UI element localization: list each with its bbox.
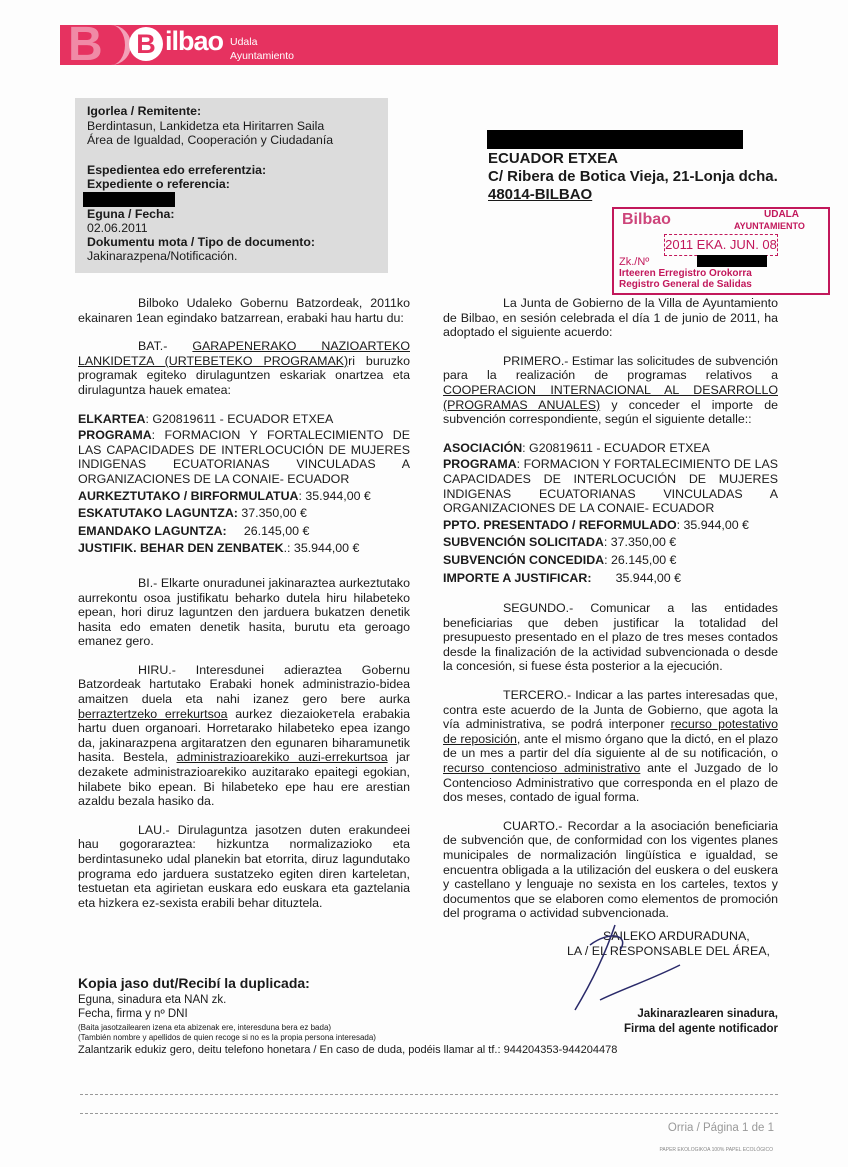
left-bat [78, 339, 410, 397]
recipient-street: C/ Ribera de Botica Vieja, 21-Lonja dcha. [488, 168, 778, 185]
stamp-brand: Bilbao [622, 211, 671, 228]
right-cuarto: CUARTO.- Recordar a la asociación beneficiaria de subvención que, de conformidad con los vigentes planes municipales de normalización lingüística e igualdad, se encuentra obligada a la utilización del euskera o del euskera y castellano y lenguaje no sexista en los carteles, textos y documentos que se elaboren como elementos de promoción del programa o actividad subvencionada. [443, 818, 778, 921]
footer-line-3: (Baita jasotzailearen izena eta abizenak ere, interesduna bera ez bada) [78, 1023, 332, 1032]
logo-sub-ayto: Ayuntamiento [230, 50, 295, 62]
recipient-city: 48014-BILBAO [488, 186, 593, 203]
r-amt2-label: SUBVENCIÓN SOLICITADA [443, 535, 604, 550]
r-programa-label: PROGRAMA [443, 457, 517, 472]
amt3-label: EMANDAKO LAGUNTZA: [78, 523, 227, 538]
elkartea-label: ELKARTEA [78, 411, 146, 426]
r-amt2-value: : 37.350,00 € [603, 535, 677, 550]
left-lau: LAU.- Dirulaguntza jasotzen duten erakundeei hau gogoraraztea: hizkuntza normalizazioko eta berdintasuneko udal planekin bat etorrita, diruz lagundutako programa edo jarduera sustatzeko egiten diren karteletan, testuetan eta agirietan euskara edo euskara eta gaztelania eta hizkera ez-sexista erabili behar dituztela. [78, 822, 410, 910]
remitente-2: Área de Igualdad, Cooperación y Ciudadanía [87, 133, 334, 147]
divider-line-1 [80, 1094, 778, 1095]
redacted-recipient [487, 130, 743, 149]
tercero-a: TERCERO.- Indicar a las partes interesadas que, contra este acuerdo de la Junta de Gobierno, que agota la vía administrativa, se podrá interponer [443, 688, 778, 732]
spanish-column [443, 296, 778, 958]
primero-b: y conceder el importe de subvención correspondiente, según el siguiente detalle:: [443, 397, 778, 427]
r-amt4-label: IMPORTE A JUSTIFICAR: [443, 570, 592, 585]
stamp-reg1: Irteeren Erregistro Orokorra [619, 268, 752, 279]
logo-big-b: B [68, 18, 103, 71]
r-programa-value: : FORMACION Y FORTALECIMIENTO DE LAS CAPACIDADES DE INTERLOCUCIÓN DE MUJERES INDIGENAS ECUATORIANAS VINCULADAS A ORGANIZACIONES DE LA CONAIE- ECUADOR [443, 457, 778, 516]
asociacion-value: : G20819611 - ECUADOR ETXEA [522, 440, 710, 455]
right-amt2 [443, 535, 778, 550]
stamp-udala: UDALA [764, 209, 799, 220]
remitente-label: Igorlea / Remitente: [87, 104, 202, 118]
registry-stamp [612, 207, 830, 295]
page-number: Orria / Página 1 de 1 [667, 1122, 774, 1134]
eco-paper-note: PAPER EKOLOGIKOA 100% PAPEL ECOLÓGICO [659, 1147, 773, 1153]
right-segundo: SEGUNDO.- Comunicar a las entidades beneficiarias que deben justificar la totalidad del presupuesto presentado en el plazo de tres meses contados desde la finalización de la actividad subvencionada o desde la concesión, si fuese ésta posterior a la ejecución. [443, 601, 778, 674]
amt3-value: 26.145,00 € [243, 523, 310, 538]
stamp-reg2: Registro General de Salidas [619, 279, 752, 290]
remitente-1: Berdintasun, Lankidetza eta Hiritarren Saila [87, 119, 325, 133]
right-amt4 [443, 571, 778, 586]
right-amt3 [443, 553, 778, 568]
left-elkartea [78, 412, 410, 427]
programa-value: : FORMACION Y FORTALECIMIENTO DE LAS CAPACIDADES DE INTERLOCUCIÓN DE MUJERES INDIGENAS ECUATORIANAS VINCULADAS A ORGANIZACIONES DE LA CONAIE- ECUADOR [78, 428, 410, 486]
left-amt2 [78, 506, 410, 521]
redacted-reference [83, 192, 175, 207]
logo-circle-b: B [129, 27, 163, 61]
hiru-c: jar dezakete administrazioarekiko auzitarako epaitegi egokian, hilabete biko epean. Bi hilabeteko epe hau ere arestian azaldu bezala hasiko da. [78, 750, 410, 809]
left-amt3 [78, 524, 410, 539]
r-amt3-label: SUBVENCIÓN CONCEDIDA [443, 552, 605, 567]
amt2-label: ESKATUTAKO LAGUNTZA: [78, 506, 238, 521]
hiru-a: HIRU.- Interesdunei adieraztea Gobernu Batzordeak hartutako Erabaki honek administrazio-bidea amaitzen duela eta nahi izanez gero bere aurka [78, 662, 410, 707]
r-amt1-value: : 35.944,00 € [676, 517, 749, 532]
sender-box [75, 98, 388, 273]
left-intro: Bilboko Udaleko Gobernu Batzordeak, 2011ko ekainaren 1ean egindako batzarrean, erabaki hau hartu du: [78, 296, 410, 325]
hiru-b: aurkez diezaiokeтela erabakia hartu duen organoari. Horretarako hilabeteko epea izango da, jakinarazpena argitaratzen den egunaren biharamunetik hasita. Bestela, [78, 706, 410, 765]
tercero-c: ante el Juzgado de lo Contencioso Administrativo que corresponda en el plazo de dos meses, contado de igual forma. [443, 761, 778, 805]
right-asociacion [443, 441, 778, 456]
stamp-zk: Zk./Nº [619, 256, 650, 268]
right-programa [443, 457, 778, 515]
hiru-u1: berraztertzeko errekurtsoa [78, 706, 228, 721]
right-intro: La Junta de Gobierno de la Villa de Ayuntamiento de Bilbao, en sesión celebrada el día 1 de junio de 2011, ha adoptado el siguiente acuerdo: [443, 296, 778, 340]
primero-a: PRIMERO.- Estimar las solicitudes de subvención para la realización de programas relativos a [443, 353, 778, 383]
left-amt1 [78, 489, 410, 504]
exp-label-1: Espedientea edo erreferentzia: [87, 163, 267, 177]
primero-underlined: COOPERACION INTERNACIONAL AL DESARROLLO (PROGRAMAS ANUALES) [443, 382, 778, 412]
exp-label-2: Expediente o referencia: [87, 177, 230, 191]
tercero-u2: recurso contencioso administrativo [443, 761, 641, 776]
footer-line-1: Eguna, sinadura eta NAN zk. [78, 994, 227, 1006]
bat-underlined: GARAPENERAKO NAZIOARTEKO LANKIDETZA (URTEBETEKO PROGRAMAK) [78, 339, 410, 368]
right-amt1 [443, 518, 778, 533]
handwritten-signature [560, 905, 700, 1015]
logo-subtitle [230, 35, 294, 63]
elkartea-value: : G20819611 - ECUADOR ETXEA [145, 411, 334, 426]
signature-title-eu: SAILEKO ARDURADUNA, [603, 928, 750, 943]
agent-signature-eu: Jakinarazlearen sinadura, [637, 1008, 778, 1020]
r-amt4-value: 35.944,00 € [615, 570, 682, 585]
footer-phone-line: Zalantzarik edukiz gero, deitu telefono honetara / En caso de duda, podéis llamar al tf.: 944204353-944204478 [78, 1044, 618, 1056]
redacted-register-number [697, 255, 767, 267]
amt1-label: AURKEZTUTAKO / BIRFORMULATUA [78, 488, 299, 503]
amt1-value: : 35.944,00 € [298, 488, 371, 503]
stamp-ayto: AYUNTAMIENTO [734, 221, 805, 231]
footer-line-4: (También nombre y apellidos de quien recoge si no es la propia persona interesada) [78, 1033, 376, 1042]
logo-text: ilbao [165, 26, 224, 56]
right-primero [443, 354, 778, 427]
stamp-date: 2011 EKA. JUN. 08 [664, 234, 778, 256]
r-amt3-value: : 26.145,00 € [604, 552, 677, 567]
tipo-label: Dokumentu mota / Tipo de documento: [87, 235, 315, 249]
recipient-name: ECUADOR ETXEA [488, 150, 619, 167]
tipo-value: Jakinarazpena/Notificación. [87, 249, 238, 263]
divider-line-2 [80, 1113, 778, 1114]
programa-label: PROGRAMA [78, 428, 152, 443]
left-hiru [78, 663, 410, 809]
amt2-value: 37.350,00 € [241, 506, 307, 521]
amt4-value: .: 35.944,00 € [283, 541, 360, 556]
left-amt4 [78, 541, 410, 556]
amt4-label: JUSTIFIK. BEHAR DEN ZENBATEK [78, 541, 284, 556]
hiru-u2: administrazioarekiko auzi-errekurtsoa [176, 750, 388, 765]
tercero-b: , ante el mismo órgano que la dictó, en el plazo de un mes a partir del día siguiente al de su notificación, o [443, 731, 779, 761]
left-programa [78, 428, 410, 486]
footer-line-2: Fecha, firma y nº DNI [78, 1008, 188, 1020]
tercero-u1: recurso potestativo de reposición [443, 717, 778, 746]
copy-received-heading: Kopia jaso dut/Recibí la duplicada: [78, 975, 310, 991]
logo-sub-udala: Udala [230, 36, 258, 48]
signature-title-es: LA / EL RESPONSABLE DEL ÁREA, [567, 943, 770, 958]
fecha-value: 02.06.2011 [87, 221, 148, 235]
left-bi: BI.- Elkarte onuradunei jakinaraztea aurkeztutako aurrekontu osoa justifikatu beharko dutela hiru hilabeteko epean, hori diruz laguntzen den jarduera bukatzen denetik hasita edo ematen denetik hasita, burutu eta geroago emanez gero. [78, 575, 410, 649]
agent-signature-es: Firma del agente notificador [624, 1023, 778, 1035]
basque-column [78, 296, 410, 910]
right-tercero [443, 688, 778, 805]
r-amt1-label: PPTO. PRESENTADO / REFORMULADO [443, 517, 677, 532]
asociacion-label: ASOCIACIÓN [443, 440, 523, 455]
bat-prefix: BAT.- [138, 339, 193, 354]
bat-text: ri buruzko programak egiteko dirulaguntzen eskariak onartzea eta dirulaguntza hauek ematea: [78, 353, 411, 397]
fecha-label: Eguna / Fecha: [87, 207, 175, 221]
